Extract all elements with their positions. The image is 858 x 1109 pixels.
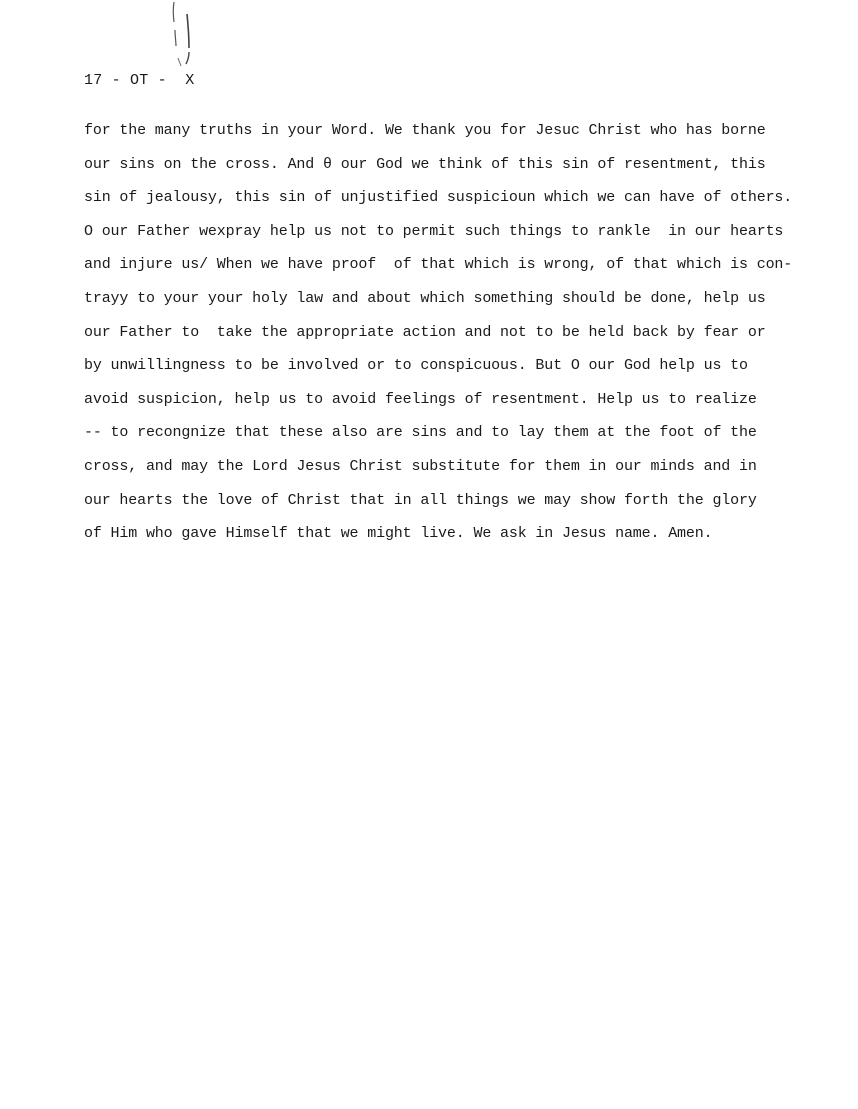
text-line: our Father to take the appropriate action and not to be held back by fear or bbox=[84, 323, 766, 341]
text-line: our sins on the cross. And θ our God we think of this sin of resentment, this bbox=[84, 155, 766, 173]
text-line: for the many truths in your Word. We thank you for Jesuc Christ who has borne bbox=[84, 122, 766, 139]
prayer-text-body bbox=[84, 122, 793, 559]
text-line: sin of jealousy, this sin of unjustified suspicioun which we can have of others. bbox=[84, 189, 793, 207]
text-line: and injure us/ When we have proof of that which is wrong, of that which is con- bbox=[84, 256, 793, 274]
text-line: by unwillingness to be involved or to conspicuous. But O our God help us to bbox=[84, 357, 748, 375]
text-line: trayy to your your holy law and about which something should be done, help us bbox=[84, 289, 766, 307]
text-line: our hearts the love of Christ that in all things we may show forth the glory bbox=[84, 491, 757, 509]
handwritten-pen-mark bbox=[160, 0, 210, 70]
text-line: of Him who gave Himself that we might live. We ask in Jesus name. Amen. bbox=[84, 525, 713, 543]
text-line: avoid suspicion, help us to avoid feelings of resentment. Help us to realize bbox=[84, 390, 757, 408]
text-line: -- to recongnize that these also are sins and to lay them at the foot of the bbox=[84, 424, 757, 442]
page-number-header: 17 - OT - X bbox=[84, 72, 195, 89]
text-line: cross, and may the Lord Jesus Christ substitute for them in our minds and in bbox=[84, 457, 757, 475]
text-line: O our Father wexpray help us not to permit such things to rankle in our hearts bbox=[84, 222, 784, 240]
